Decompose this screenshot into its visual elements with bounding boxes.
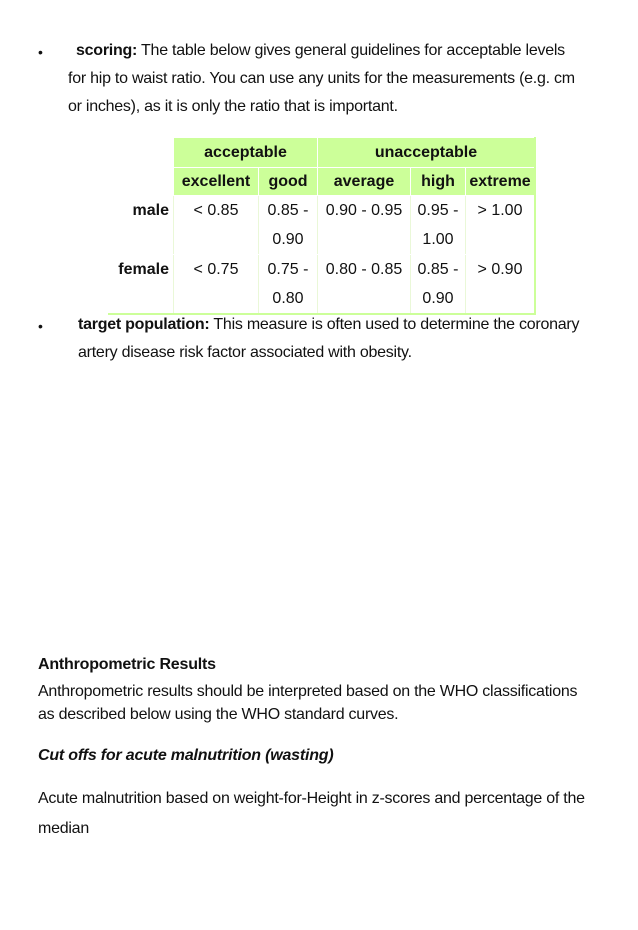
paragraph-line: as described below using the WHO standard curves. — [38, 706, 399, 723]
column-header-high: high — [411, 168, 466, 196]
group-header-acceptable: acceptable — [174, 138, 318, 168]
row-label-male: male — [109, 196, 174, 255]
table-cell: < 0.85 — [174, 196, 259, 255]
target-population-line1: This measure is often used to determine the coronary — [209, 316, 580, 333]
paragraph-line: median — [38, 820, 89, 837]
bullet-icon: • — [38, 44, 43, 60]
row-label-female: female — [109, 255, 174, 315]
column-header-excellent: excellent — [174, 168, 259, 196]
anthropometric-paragraph — [38, 680, 608, 726]
table-cell: > 0.90 — [466, 255, 536, 315]
table-cell: 0.85 - 0.90 — [259, 196, 318, 255]
column-header-good: good — [259, 168, 318, 196]
table-cell: 0.85 - 0.90 — [411, 255, 466, 315]
column-header-average: average — [318, 168, 411, 196]
table-row-female — [109, 255, 536, 315]
column-header-extreme: extreme — [466, 168, 536, 196]
group-header-unacceptable: unacceptable — [318, 138, 536, 168]
scoring-label: scoring: — [76, 42, 138, 59]
paragraph-line: Anthropometric results should be interpreted based on the WHO classifications — [38, 683, 578, 700]
target-population-text — [78, 311, 608, 367]
scoring-text — [70, 37, 608, 121]
subheading-cut-offs: Cut offs for acute malnutrition (wasting) — [38, 747, 334, 764]
hip-waist-ratio-table — [108, 137, 536, 315]
table-cell: 0.75 - 0.80 — [259, 255, 318, 315]
target-population-bullet — [38, 311, 608, 367]
scoring-bullet — [38, 37, 608, 121]
scoring-line1: The table below gives general guidelines for acceptable levels — [137, 42, 565, 59]
table-cell: 0.80 - 0.85 — [318, 255, 411, 315]
table-row-male — [109, 196, 536, 255]
table-corner-cell — [109, 138, 174, 168]
target-population-line2: artery disease risk factor associated with obesity. — [78, 344, 412, 361]
scoring-line2: for hip to waist ratio. You can use any units for the measurements (e.g. cm — [68, 70, 575, 87]
table-cell: < 0.75 — [174, 255, 259, 315]
bullet-icon: • — [38, 318, 43, 334]
section-title: Anthropometric Results — [38, 656, 216, 673]
table-cell: 0.95 - 1.00 — [411, 196, 466, 255]
acute-malnutrition-paragraph — [38, 784, 608, 844]
paragraph-line: Acute malnutrition based on weight-for-Height in z-scores and percentage of the — [38, 790, 585, 807]
table-cell: > 1.00 — [466, 196, 536, 255]
target-population-label: target population: — [78, 316, 210, 333]
table-cell: 0.90 - 0.95 — [318, 196, 411, 255]
table-corner-cell — [109, 168, 174, 196]
scoring-line3: or inches), as it is only the ratio that is important. — [68, 98, 398, 115]
